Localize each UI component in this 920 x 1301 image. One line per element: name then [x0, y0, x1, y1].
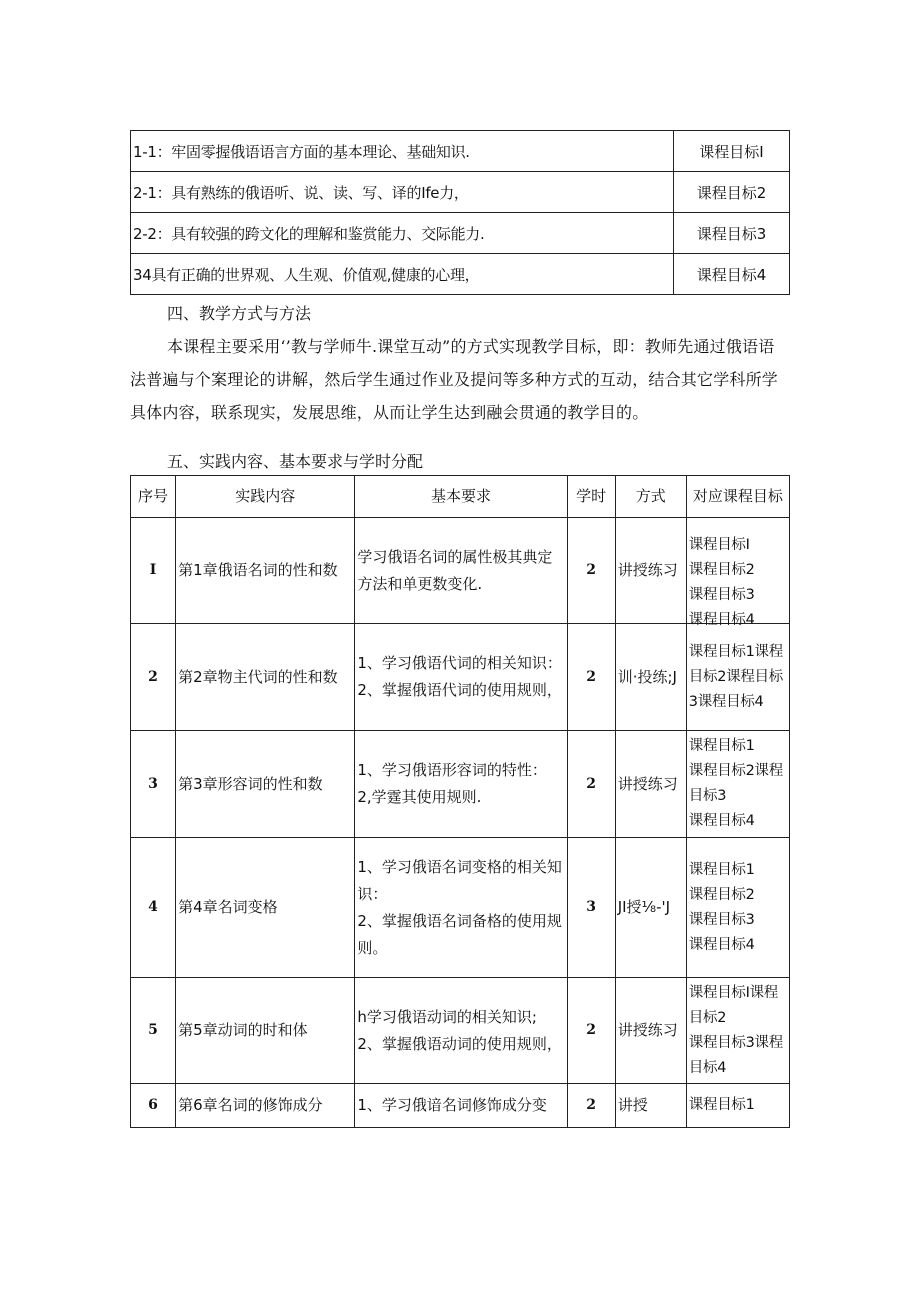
goal-line: 课程目标2课程: [688, 763, 783, 779]
row-requirement: [355, 1084, 567, 1128]
row-method: 讲授练习: [615, 731, 686, 838]
row-goals: [686, 978, 789, 1084]
goal-line: 课程目标1课程: [688, 643, 783, 660]
row-content: 第6章名词的修饰成分: [176, 1084, 355, 1128]
goals-table: [130, 130, 790, 295]
table-row: [131, 838, 790, 978]
goal-line: 课程目标1: [688, 1097, 755, 1113]
row-no: 6: [131, 1084, 176, 1128]
row-hours: 2: [567, 731, 615, 838]
requirement-cell: 2-1：具有熟练的俄语听、说、读、写、译的Ife力，: [131, 172, 674, 213]
row-goals: [686, 838, 789, 978]
header-content: 实践内容: [176, 476, 355, 518]
row-hours: 3: [567, 838, 615, 978]
goal-cell: 课程目标4: [674, 254, 790, 295]
goal-line: 课程目标I课程: [688, 984, 778, 1001]
requirement-line: h学习俄语动词的相关知识;: [357, 1007, 537, 1026]
table-row: [131, 1084, 790, 1128]
row-hours: 2: [567, 978, 615, 1084]
requirement-line: 2、掌握俄语代词的使用规则，: [357, 681, 562, 699]
row-requirement: [355, 624, 567, 731]
section-4-title: 四、教学方式与方法: [167, 304, 312, 323]
requirement-line: 1、学习俄语名词变格的相关知识：: [357, 857, 562, 903]
row-goals: [686, 624, 789, 731]
table-row: [131, 518, 790, 624]
goal-line: 目标2课程目标: [688, 668, 783, 685]
row-hours: 2: [567, 518, 615, 624]
goal-line: 目标3: [688, 788, 727, 804]
goal-cell: 课程目标2: [674, 172, 790, 213]
header-requirement: 基本要求: [355, 476, 567, 518]
goal-line: 课程目标4: [688, 611, 755, 628]
table-row: [131, 254, 790, 295]
row-no: 5: [131, 978, 176, 1084]
goal-line: 课程目标3: [688, 911, 755, 928]
requirement-line: 2、掌握俄语名词备格的使用规则。: [357, 911, 562, 957]
requirement-cell: 2-2：具有较强的跨文化的理解和鉴赏能力、交际能力.: [131, 213, 674, 254]
requirement-line: 1、学习俄语代词的相关知识：: [357, 654, 562, 672]
requirement-line: 2、掌握俄语动词的使用规则，: [357, 1034, 562, 1053]
row-requirement: [355, 518, 567, 624]
goal-line: 课程目标I: [688, 536, 750, 553]
row-goals: [686, 518, 789, 628]
row-method: 讲授: [615, 1084, 686, 1128]
goal-line: 目标4: [688, 1059, 727, 1076]
row-no: 4: [131, 838, 176, 978]
table-row: [131, 213, 790, 254]
row-method: 讲授练习: [615, 978, 686, 1084]
goal-line: 课程目标2: [688, 561, 755, 578]
row-goals: [686, 1084, 789, 1128]
row-hours: 2: [567, 624, 615, 731]
requirement-cell: 34具有正确的世界观、人生观、价值观,健康的心理，: [131, 254, 674, 295]
row-content: 第5章动词的时和体: [176, 978, 355, 1084]
section-4-paragraph: 本课程主要采用‘’教与学师牛.课堂互动”的方式实现教学目标，即：教师先通过俄语语法普遍与个案理论的讲解，然后学生通过作业及提问等多种方式的互动，结合其它学科所学具体内容，联系现实，发展思维，从而让学生达到融会贯通的教学目的。: [130, 337, 779, 422]
goal-cell: 课程目标3: [674, 213, 790, 254]
requirement-line: 2,学霆其使用规则.: [357, 788, 482, 806]
table-row: [131, 172, 790, 213]
header-goals: 对应课程目标: [686, 476, 789, 518]
row-method: JI授⅛-'J: [615, 838, 686, 978]
requirement-line: 1、学习俄谙名词修饰成分变: [357, 1096, 547, 1114]
goal-line: 课程目标4: [688, 936, 755, 953]
goal-line: 课程目标3课程: [688, 1034, 783, 1051]
table-header-row: [131, 476, 790, 518]
row-content: 第2章物主代词的性和数: [176, 624, 355, 731]
goal-line: 3课程目标4: [688, 693, 764, 710]
row-content: 第4章名词变格: [176, 838, 355, 978]
goal-line: 课程目标4: [688, 813, 755, 829]
goal-cell: 课程目标I: [674, 131, 790, 172]
goal-line: 课程目标2: [688, 886, 755, 903]
goal-line: 课程目标1: [688, 738, 755, 754]
practice-table: [130, 475, 790, 1128]
goal-line: 课程目标1: [688, 861, 755, 878]
row-content: 第3章形容词的性和数: [176, 731, 355, 838]
table-row: [131, 624, 790, 731]
header-no: 序号: [131, 476, 176, 518]
header-hours: 学时: [567, 476, 615, 518]
header-method: 方式: [615, 476, 686, 518]
row-requirement: [355, 978, 567, 1084]
requirement-line: 1、学习俄语形容词的特性：: [357, 761, 547, 779]
goal-line: 课程目标3: [688, 586, 755, 603]
goal-line: 目标2: [688, 1009, 727, 1026]
table-row: [131, 731, 790, 838]
row-method: 讲授练习: [615, 518, 686, 624]
requirement-cell: 1-1：牢固零握俄语语言方面的基本理论、基础知识.: [131, 131, 674, 172]
row-method: 训·投练;J: [615, 624, 686, 731]
section-5-title: 五、实践内容、基本要求与学时分配: [167, 452, 424, 471]
row-requirement: [355, 838, 567, 978]
table-row: [131, 978, 790, 1084]
table-row: [131, 131, 790, 172]
row-no: 3: [131, 731, 176, 838]
row-content: 第1章俄语名词的性和数: [176, 518, 355, 624]
row-goals: [686, 731, 789, 838]
row-requirement: [355, 731, 567, 838]
requirement-line: 学习俄语名词的属性极其典定方法和单更数变化.: [357, 547, 553, 593]
row-no: I: [131, 518, 176, 624]
row-hours: 2: [567, 1084, 615, 1128]
row-no: 2: [131, 624, 176, 731]
